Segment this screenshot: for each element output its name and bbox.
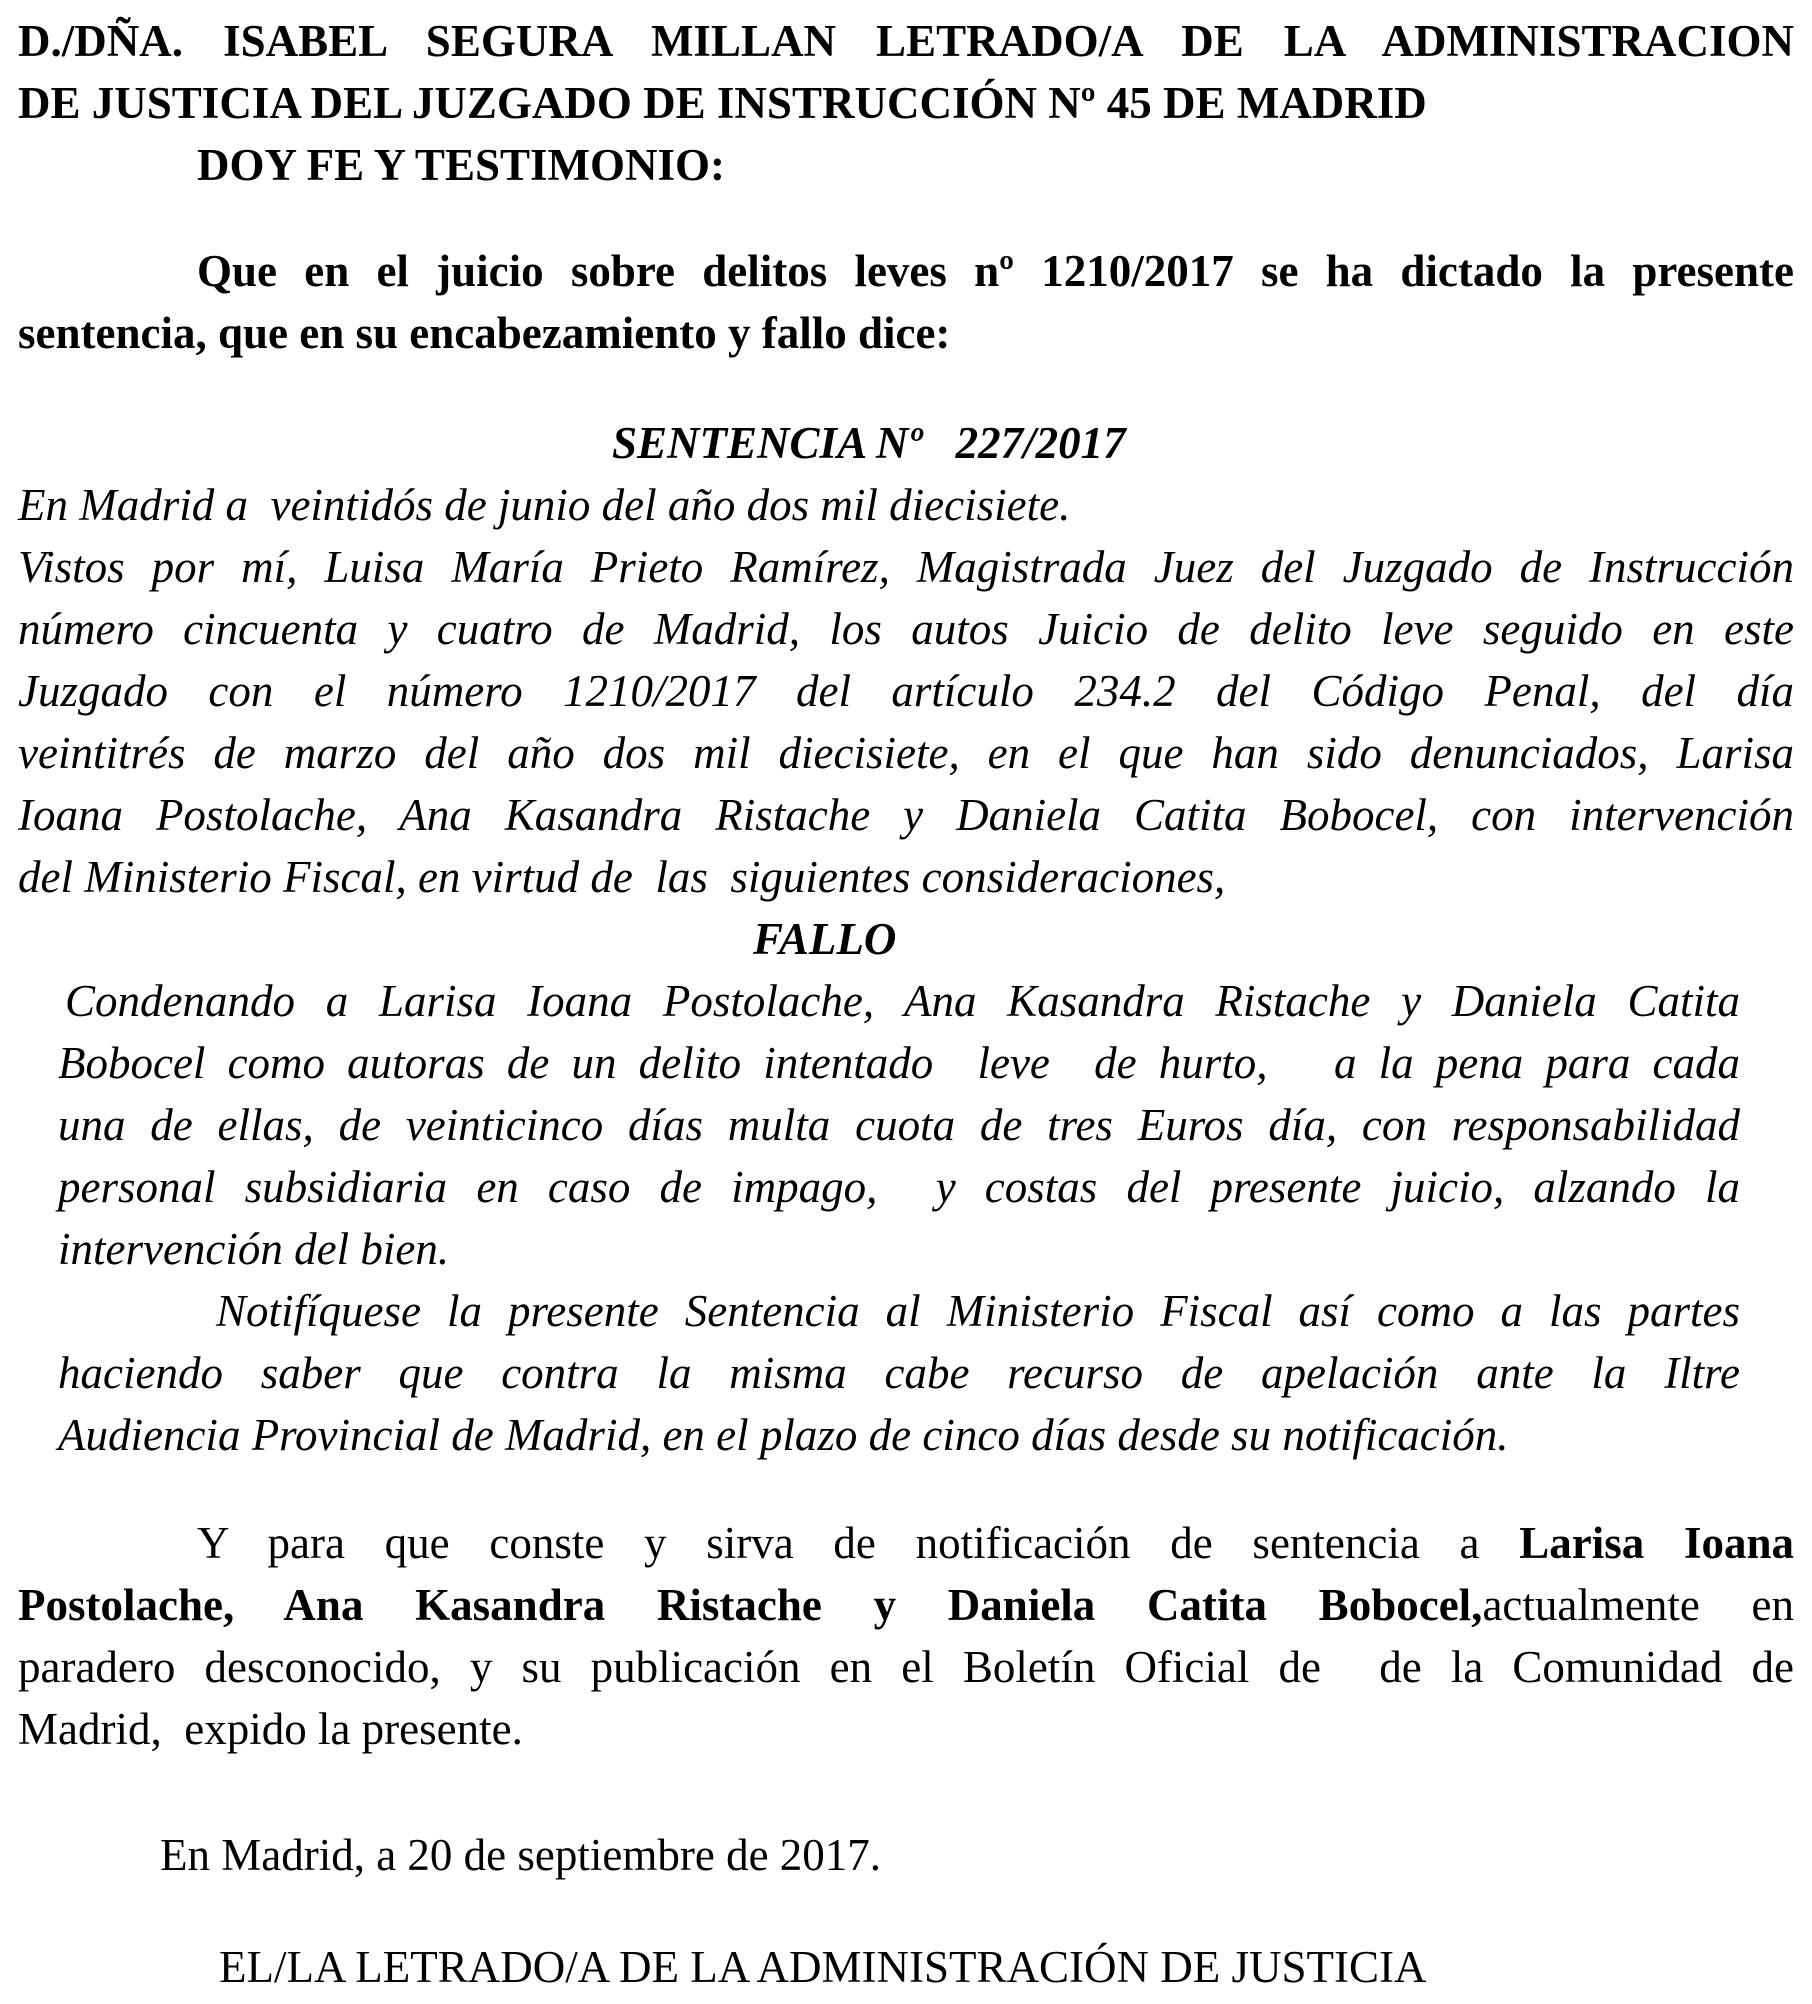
header-line-1: D./DÑA. ISABEL SEGURA MILLAN LETRADO/A DE LA ADMINISTRACION xyxy=(18,16,1794,66)
fallo-line-8: Audiencia Provincial de Madrid, en el plazo de cinco días desde su notificación. xyxy=(58,1410,1509,1460)
sentencia-line-1: En Madrid a veintidós de junio del año dos mil diecisiete. xyxy=(18,480,1071,530)
sentencia-line-5: veintitrés de marzo del año dos mil diecisiete, en el que han sido denunciados, Larisa xyxy=(18,728,1794,778)
notification-line-3: paradero desconocido, y su publicación en el Boletín Oficial de de la Comunidad de xyxy=(18,1642,1794,1692)
header-line-3: DOY FE Y TESTIMONIO: xyxy=(197,140,725,190)
sentencia-line-4: Juzgado con el número 1210/2017 del artículo 234.2 del Código Penal, del día xyxy=(18,666,1794,716)
sentencia-line-3: número cincuenta y cuatro de Madrid, los autos Juicio de delito leve seguido en este xyxy=(18,604,1794,654)
notification-line-2-text: actualmente en xyxy=(1482,1580,1794,1630)
sentencia-line-7: del Ministerio Fiscal, en virtud de las siguientes consideraciones, xyxy=(18,852,1226,902)
sentencia-line-2: Vistos por mí, Luisa María Prieto Ramírez, Magistrada Juez del Juzgado de Instrucción xyxy=(18,542,1794,592)
fallo-line-1: Condenando a Larisa Ioana Postolache, Ana Kasandra Ristache y Daniela Catita xyxy=(65,976,1740,1026)
notification-line-4: Madrid, expido la presente. xyxy=(18,1704,523,1754)
fallo-line-3: una de ellas, de veinticinco días multa cuota de tres Euros día, con responsabilidad xyxy=(58,1100,1740,1150)
notification-line-2-names: Postolache, Ana Kasandra Ristache y Daniela Catita Bobocel, xyxy=(18,1580,1483,1630)
fallo-line-6: Notifíquese la presente Sentencia al Ministerio Fiscal así como a las partes xyxy=(216,1286,1740,1336)
fallo-line-2: Bobocel como autoras de un delito intentado leve de hurto, a la pena para cada xyxy=(58,1038,1740,1088)
sentencia-title: SENTENCIA Nº 227/2017 xyxy=(612,418,1126,468)
notification-line-1-names: Larisa Ioana xyxy=(1519,1518,1795,1568)
signature-line: EL/LA LETRADO/A DE LA ADMINISTRACIÓN DE JUSTICIA xyxy=(219,1942,1427,1992)
fallo-line-7: haciendo saber que contra la misma cabe recurso de apelación ante la Iltre xyxy=(58,1348,1740,1398)
notification-line-1-text: Y para que conste y sirva de notificación de sentencia a xyxy=(197,1518,1480,1568)
notification-line-1 xyxy=(197,1518,1794,1570)
intro-line-1: Que en el juicio sobre delitos leves nº 1210/2017 se ha dictado la presente xyxy=(197,246,1794,296)
date-line: En Madrid, a 20 de septiembre de 2017. xyxy=(160,1830,882,1880)
sentencia-line-6: Ioana Postolache, Ana Kasandra Ristache y Daniela Catita Bobocel, con intervención xyxy=(18,790,1794,840)
fallo-line-4: personal subsidiaria en caso de impago, y costas del presente juicio, alzando la xyxy=(58,1162,1740,1212)
header-line-2: DE JUSTICIA DEL JUZGADO DE INSTRUCCIÓN Nº 45 DE MADRID xyxy=(18,78,1427,128)
fallo-line-5: intervención del bien. xyxy=(58,1224,450,1274)
fallo-title: FALLO xyxy=(753,914,897,964)
notification-line-2 xyxy=(18,1580,1794,1632)
intro-line-2: sentencia, que en su encabezamiento y fallo dice: xyxy=(18,308,951,358)
